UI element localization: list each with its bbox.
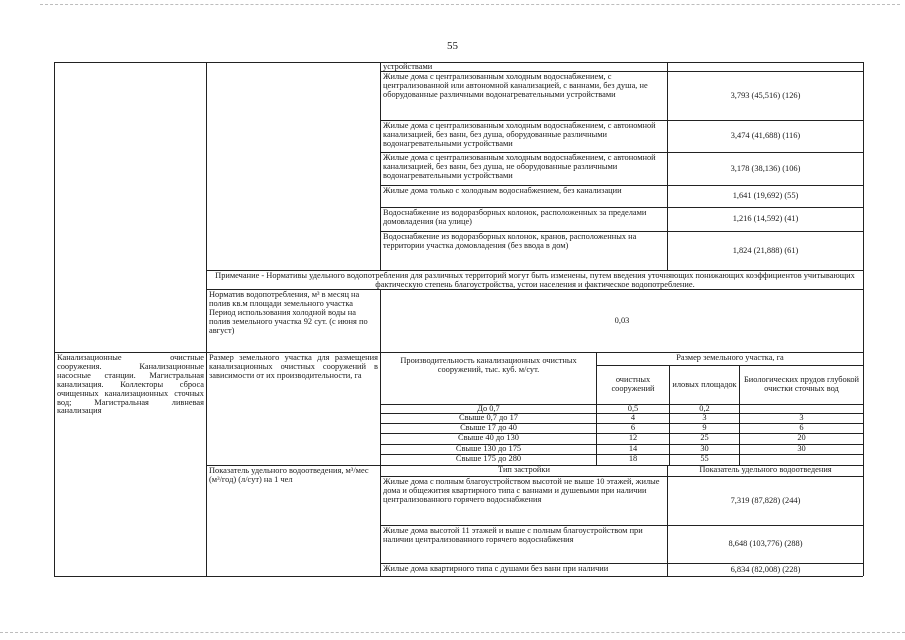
drainage-building: Жилые дома с полным благоустройством высотой не выше 10 этажей, жилые дома и общежития квартирного типа с ваннами и душевыми при наличии централизованного горячего водоснабжения (380, 476, 667, 525)
capacity-cell: До 0,7 (380, 404, 596, 413)
irrigation-norm-value: 0,03 (380, 289, 863, 352)
scan-bottom-edge (0, 632, 905, 633)
ponds-cell: 6 (739, 423, 863, 433)
capacity-cell: Свыше 40 до 130 (380, 433, 596, 444)
building-type-header: Тип застройки (380, 465, 667, 476)
water-norm-value: 3,793 (45,516) (126) (667, 71, 863, 120)
facilities-cell: 12 (596, 433, 669, 444)
drainage-indicator-header: Показатель удельного водоотведения (667, 465, 863, 476)
facilities-cell: 0,5 (596, 404, 669, 413)
irrigation-norm-label: Норматив водопотребления, м³ в месяц на полив кв.м площади земельного участка Период использования холодной воды на полив земельного участка 92 сут. (с июня по август) (206, 289, 380, 352)
ponds-cell: 20 (739, 433, 863, 444)
capacity-cell: Свыше 17 до 40 (380, 423, 596, 433)
ponds-cell (739, 454, 863, 465)
sub-header-ponds: Биологических прудов глубокой очистки сточных вод (739, 365, 863, 404)
facilities-cell: 18 (596, 454, 669, 465)
capacity-cell: Свыше 0,7 до 17 (380, 413, 596, 423)
sludge-cell: 0,2 (669, 404, 739, 413)
sub-header-sludge: иловых площадок (669, 365, 739, 404)
sludge-cell: 30 (669, 444, 739, 454)
table-frame-right (863, 62, 864, 576)
drainage-value: 6,834 (82,008) (228) (667, 563, 863, 576)
ponds-cell (739, 404, 863, 413)
sludge-cell: 3 (669, 413, 739, 423)
capacity-header: Производительность канализационных очистных сооружений, тыс. куб. м/сут. (380, 352, 596, 404)
area-header: Размер земельного участка, га (596, 352, 863, 365)
sewerage-category: Канализационные очистные сооружения. Канализационные насосные станции. Магистральная канализация. Коллекторы сброса очищенных канализационных сточных вод; Магистральная ливневая канализация (54, 352, 206, 576)
water-norm-building: Жилые дома только с холодным водоснабжением, без канализации (380, 185, 667, 207)
water-norm-building: Жилые дома с централизованным холодным водоснабжением, с автономной канализацией, без ванн, без душа, оборудованные различными водонагревательными устройствами (380, 120, 667, 152)
water-norm-value: 3,474 (41,688) (116) (667, 120, 863, 152)
water-norm-building: Жилые дома с централизованным холодным водоснабжением, с автономной канализацией, без ванн, без душа, не оборудованные различными водонагревательными устройствами (380, 152, 667, 185)
water-norm-value: 1,824 (21,888) (61) (667, 231, 863, 270)
sewerage-land-size-label: Размер земельного участка для размещения канализационных очистных сооружений в зависимости от их производительности, га (206, 352, 380, 465)
water-norm-value: 1,641 (19,692) (55) (667, 185, 863, 207)
norms-table (54, 62, 863, 576)
category-cell-empty (54, 62, 206, 352)
water-norm-building: устройствами (380, 62, 667, 71)
facilities-cell: 14 (596, 444, 669, 454)
indicator-cell-empty (206, 62, 380, 270)
sub-header-facilities: очистных сооружений (596, 365, 669, 404)
norms-note: Примечание - Нормативы удельного водопотребления для различных территорий могут быть изменены, путем введения уточняющих понижающих коэффициентов учитывающих фактическую степень благоустройства, устои населения и фактическое водопотребление. (206, 270, 863, 289)
water-norm-value: 1,216 (14,592) (41) (667, 207, 863, 231)
sludge-cell: 25 (669, 433, 739, 444)
facilities-cell: 4 (596, 413, 669, 423)
drainage-value: 7,319 (87,828) (244) (667, 476, 863, 525)
drainage-value: 8,648 (103,776) (288) (667, 525, 863, 563)
ponds-cell: 30 (739, 444, 863, 454)
water-norm-value (667, 62, 863, 71)
water-norm-building: Жилые дома с централизованным холодным водоснабжением, с централизованной или автономной канализацией, с ваннами, без душа, не оборудованные различными водонагревательными устройствами (380, 71, 667, 120)
sludge-cell: 55 (669, 454, 739, 465)
page-number: 55 (447, 40, 458, 52)
capacity-cell: Свыше 130 до 175 (380, 444, 596, 454)
capacity-cell: Свыше 175 до 280 (380, 454, 596, 465)
water-norm-value: 3,178 (38,136) (106) (667, 152, 863, 185)
facilities-cell: 6 (596, 423, 669, 433)
scan-top-edge (40, 4, 900, 5)
sludge-cell: 9 (669, 423, 739, 433)
water-norm-building: Водоснабжение из водоразборных колонок, расположенных за пределами домовладения (на улице) (380, 207, 667, 231)
ponds-cell: 3 (739, 413, 863, 423)
drainage-label: Показатель удельного водоотведения, м³/мес (м³/год) (л/сут) на 1 чел (206, 465, 380, 576)
drainage-building: Жилые дома высотой 11 этажей и выше с полным благоустройством при наличии централизованного горячего водоснабжения (380, 525, 667, 563)
drainage-building: Жилые дома квартирного типа с душами без ванн при наличии (380, 563, 667, 576)
water-norm-building: Водоснабжение из водоразборных колонок, кранов, расположенных на территории участка домовладения (без ввода в дом) (380, 231, 667, 270)
table-frame-bottom (54, 576, 863, 577)
